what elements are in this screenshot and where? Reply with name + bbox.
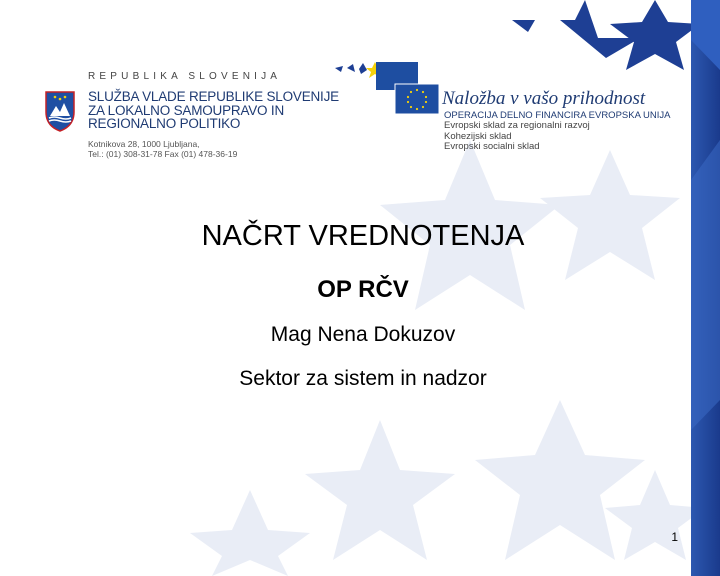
address-line: Kotnikova 28, 1000 Ljubljana,: [88, 139, 200, 149]
eu-funds-list: [444, 121, 590, 153]
slide-author: Mag Nena Dokuzov: [270, 323, 456, 346]
page-number: 1: [671, 530, 678, 544]
fund-item: Kohezijski sklad: [444, 130, 512, 142]
slide-sector: Sektor za sistem in nadzor: [239, 367, 487, 390]
eu-logo: [333, 62, 443, 118]
office-line: REGIONALNO POLITIKO: [88, 116, 241, 131]
fund-item: Evropski sklad za regionalni razvoj: [444, 120, 590, 131]
top-stars-decoration: [512, 0, 700, 70]
office-line: ZA LOKALNO SAMOUPRAVO IN: [88, 102, 284, 118]
office-address: [88, 139, 237, 159]
coat-of-arms-icon: [44, 90, 76, 132]
office-name: [88, 90, 339, 131]
office-line: SLUŽBA VLADE REPUBLIKE SLOVENIJE: [88, 89, 339, 104]
slide-subtitle: OP RČV: [317, 276, 409, 303]
faint-stars-decoration: [190, 140, 705, 576]
address-line: Tel.: (01) 308-31-78 Fax (01) 478-36-19: [88, 149, 238, 159]
eu-slogan: Naložba v vašo prihodnost: [442, 88, 646, 109]
fund-item: Evropski socialni sklad: [444, 141, 540, 152]
republic-heading: REPUBLIKA SLOVENIJA: [88, 71, 282, 82]
slide-title: NAČRT VREDNOTENJA: [201, 220, 525, 252]
eu-program-text: OPERACIJA DELNO FINANCIRA EVROPSKA UNIJA: [444, 110, 671, 121]
